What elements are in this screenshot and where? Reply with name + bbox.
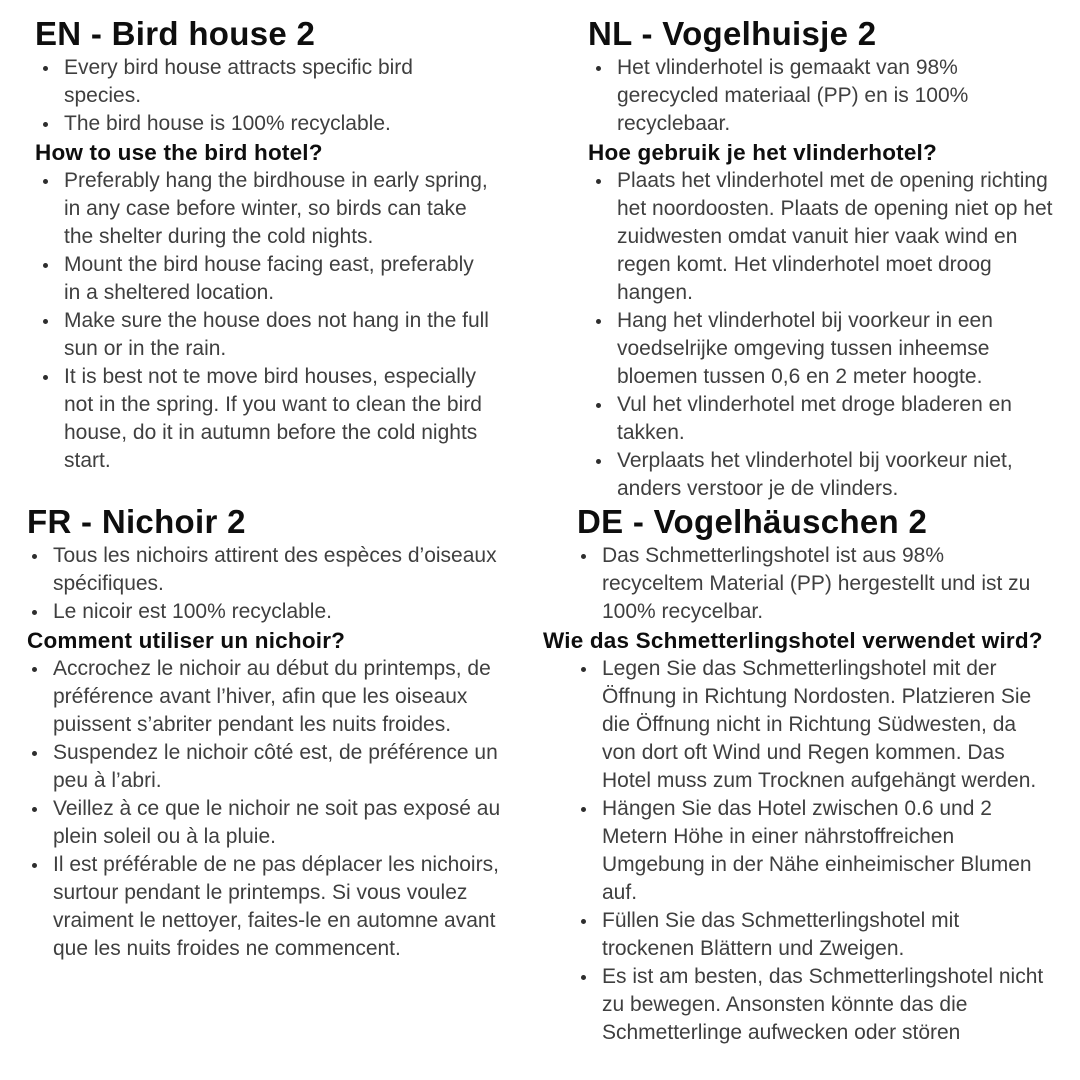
section-nl-intro-list <box>588 54 1058 138</box>
bullet-item: • Le nicoir est 100% recyclable. <box>49 598 505 626</box>
bullet-item: • Preferably hang the birdhouse in early spring, in any case before winter, so birds can take the shelter during the cold nights. <box>60 167 493 251</box>
bullet-item: • The bird house is 100% recyclable. <box>60 110 493 138</box>
bullet-item: • Plaats het vlinderhotel met de opening richting het noordoosten. Plaats de opening niet op het zuidwesten omdat vanuit hier vaak wind en regen komt. Het vlinderhotel moet droog hangen. <box>613 167 1058 307</box>
section-nl <box>588 14 1058 502</box>
section-fr-intro-list <box>27 542 505 626</box>
section-fr-title: FR - Nichoir 2 <box>27 503 246 540</box>
bullet-item: • Es ist am besten, das Schmetterlingshotel nicht zu bewegen. Ansonsten könnte das die Schmetterlinge aufwecken oder stören <box>598 963 1045 1047</box>
section-fr-subheading: Comment utiliser un nichoir? <box>27 628 346 653</box>
bullet-item: • Füllen Sie das Schmetterlingshotel mit trockenen Blättern und Zweigen. <box>598 907 1045 963</box>
section-de-title: DE - Vogelhäuschen 2 <box>577 503 928 540</box>
bullet-item: • Accrochez le nichoir au début du printemps, de préférence avant l’hiver, afin que les oiseaux puissent s’abriter pendant les nuits froides. <box>49 655 505 739</box>
bullet-item: • Vul het vlinderhotel met droge bladeren en takken. <box>613 391 1058 447</box>
bullet-item: • Tous les nichoirs attirent des espèces d’oiseaux spécifiques. <box>49 542 505 598</box>
bullet-item: • Hang het vlinderhotel bij voorkeur in een voedselrijke omgeving tussen inheemse bloemen tussen 0,6 en 2 meter hoogte. <box>613 307 1058 391</box>
section-fr <box>27 502 505 963</box>
section-fr-usage-list <box>27 655 505 963</box>
section-en-subheading: How to use the bird hotel? <box>35 140 323 165</box>
bullet-item: • Het vlinderhotel is gemaakt van 98% gerecycled materiaal (PP) en is 100% recyclebaar. <box>613 54 1058 138</box>
section-en <box>35 14 493 502</box>
bullet-item: • Veillez à ce que le nichoir ne soit pas exposé au plein soleil ou à la pluie. <box>49 795 505 851</box>
bullet-item: • Mount the bird house facing east, preferably in a sheltered location. <box>60 251 493 307</box>
bullet-item: • Every bird house attracts specific bird species. <box>60 54 493 110</box>
bullet-item: • Das Schmetterlingshotel ist aus 98% recyceltem Material (PP) hergestellt und ist zu 100% recycelbar. <box>598 542 1045 626</box>
bullet-item: • Make sure the house does not hang in the full sun or in the rain. <box>60 307 493 363</box>
right-column <box>540 14 1080 1080</box>
section-de-usage-list <box>577 655 1045 1047</box>
section-nl-usage-list <box>588 167 1058 503</box>
left-column <box>0 14 540 1080</box>
section-nl-subheading: Hoe gebruik je het vlinderhotel? <box>588 140 937 165</box>
section-de <box>543 502 1045 1047</box>
bullet-item: • Il est préférable de ne pas déplacer les nichoirs, surtour pendant le printemps. Si vous voulez vraiment le nettoyer, faites-le en automne avant que les nuits froides ne commencent. <box>49 851 505 963</box>
bullet-item: • Verplaats het vlinderhotel bij voorkeur niet, anders verstoor je de vlinders. <box>613 447 1058 503</box>
section-de-subheading: Wie das Schmetterlingshotel verwendet wird? <box>543 628 1043 653</box>
section-en-intro-list <box>35 54 493 138</box>
bullet-item: • Hängen Sie das Hotel zwischen 0.6 und 2 Metern Höhe in einer nährstoffreichen Umgebung in der Nähe einheimischer Blumen auf. <box>598 795 1045 907</box>
bullet-item: • Suspendez le nichoir côté est, de préférence un peu à l’abri. <box>49 739 505 795</box>
section-nl-title: NL - Vogelhuisje 2 <box>588 15 877 52</box>
bullet-item: • It is best not te move bird houses, especially not in the spring. If you want to clean the bird house, do it in autumn before the cold nights start. <box>60 363 493 475</box>
section-en-title: EN - Bird house 2 <box>35 15 316 52</box>
bullet-item: • Legen Sie das Schmetterlingshotel mit der Öffnung in Richtung Nordosten. Platzieren Sie die Öffnung nicht in Richtung Südwesten, da von dort oft Wind und Regen kommen. Das Hotel muss zum Trocknen aufgehängt werden. <box>598 655 1045 795</box>
section-en-usage-list <box>35 167 493 475</box>
section-de-intro-list <box>577 542 1045 626</box>
